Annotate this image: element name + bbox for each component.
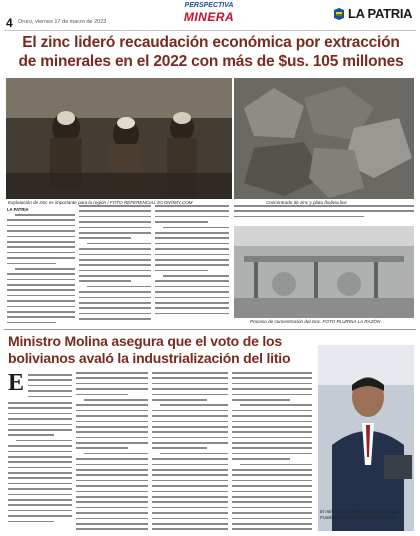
section-logo	[172, 2, 246, 28]
byline-tag: LA PATRIA	[7, 207, 29, 212]
miners-photo	[6, 78, 232, 199]
zinc-plant-image	[234, 226, 414, 318]
article2-column-1-top	[28, 374, 72, 402]
article2-column-3	[152, 372, 228, 534]
patria-logo-icon	[332, 7, 346, 21]
article2-column-4	[232, 372, 312, 534]
article2-dropcap: E	[8, 370, 25, 396]
zinc-ore-photo	[234, 78, 414, 199]
minister-image	[318, 345, 414, 531]
section-logo-top: PERSPECTIVA	[184, 2, 234, 9]
article2-headline: Ministro Molina asegura que el voto de los bolivianos avaló la industrialización del litio	[8, 333, 291, 366]
article1-column-1	[7, 214, 75, 327]
page-header	[0, 0, 420, 34]
header-rule	[4, 30, 416, 31]
zinc-ore-image	[234, 78, 414, 199]
minister-photo	[318, 345, 414, 531]
photo-caption-4: El ministro de Hidrocarburos y Energías, Franklin Molina Ortiz / MH ARCHIVO	[320, 509, 403, 520]
article1-column-2	[79, 205, 151, 327]
section-logo-bottom: MINERA	[183, 10, 235, 24]
newspaper-logo	[332, 4, 416, 26]
photo-caption-3: Proceso de concentración del zinc. FOTO PLURINA LA RAZÓN	[250, 319, 381, 324]
article1-column-3	[155, 205, 229, 327]
article1-column-4-top	[234, 205, 414, 225]
article2-column-1	[8, 402, 72, 534]
date-line: Oruro, viernes 17 de marzo de 2023	[18, 19, 107, 25]
photo-caption-2: Concentrado de zinc y plata /bolivia.lice	[266, 200, 347, 205]
zinc-plant-photo	[234, 226, 414, 318]
article2-column-2	[76, 372, 148, 534]
photo-caption-1: Explotación de zinc es importante para la región / FOTO REFERENCIAL ECONOMY.COM	[8, 200, 193, 205]
miners-photo-image	[6, 78, 232, 199]
article-divider	[4, 329, 416, 330]
page-number: 4	[6, 16, 13, 30]
paper-name: LA PATRIA	[348, 6, 413, 21]
article1-headline: El zinc lideró recaudación económica por extracción de minerales en el 2022 con más de $us. 105 millones	[18, 34, 404, 70]
